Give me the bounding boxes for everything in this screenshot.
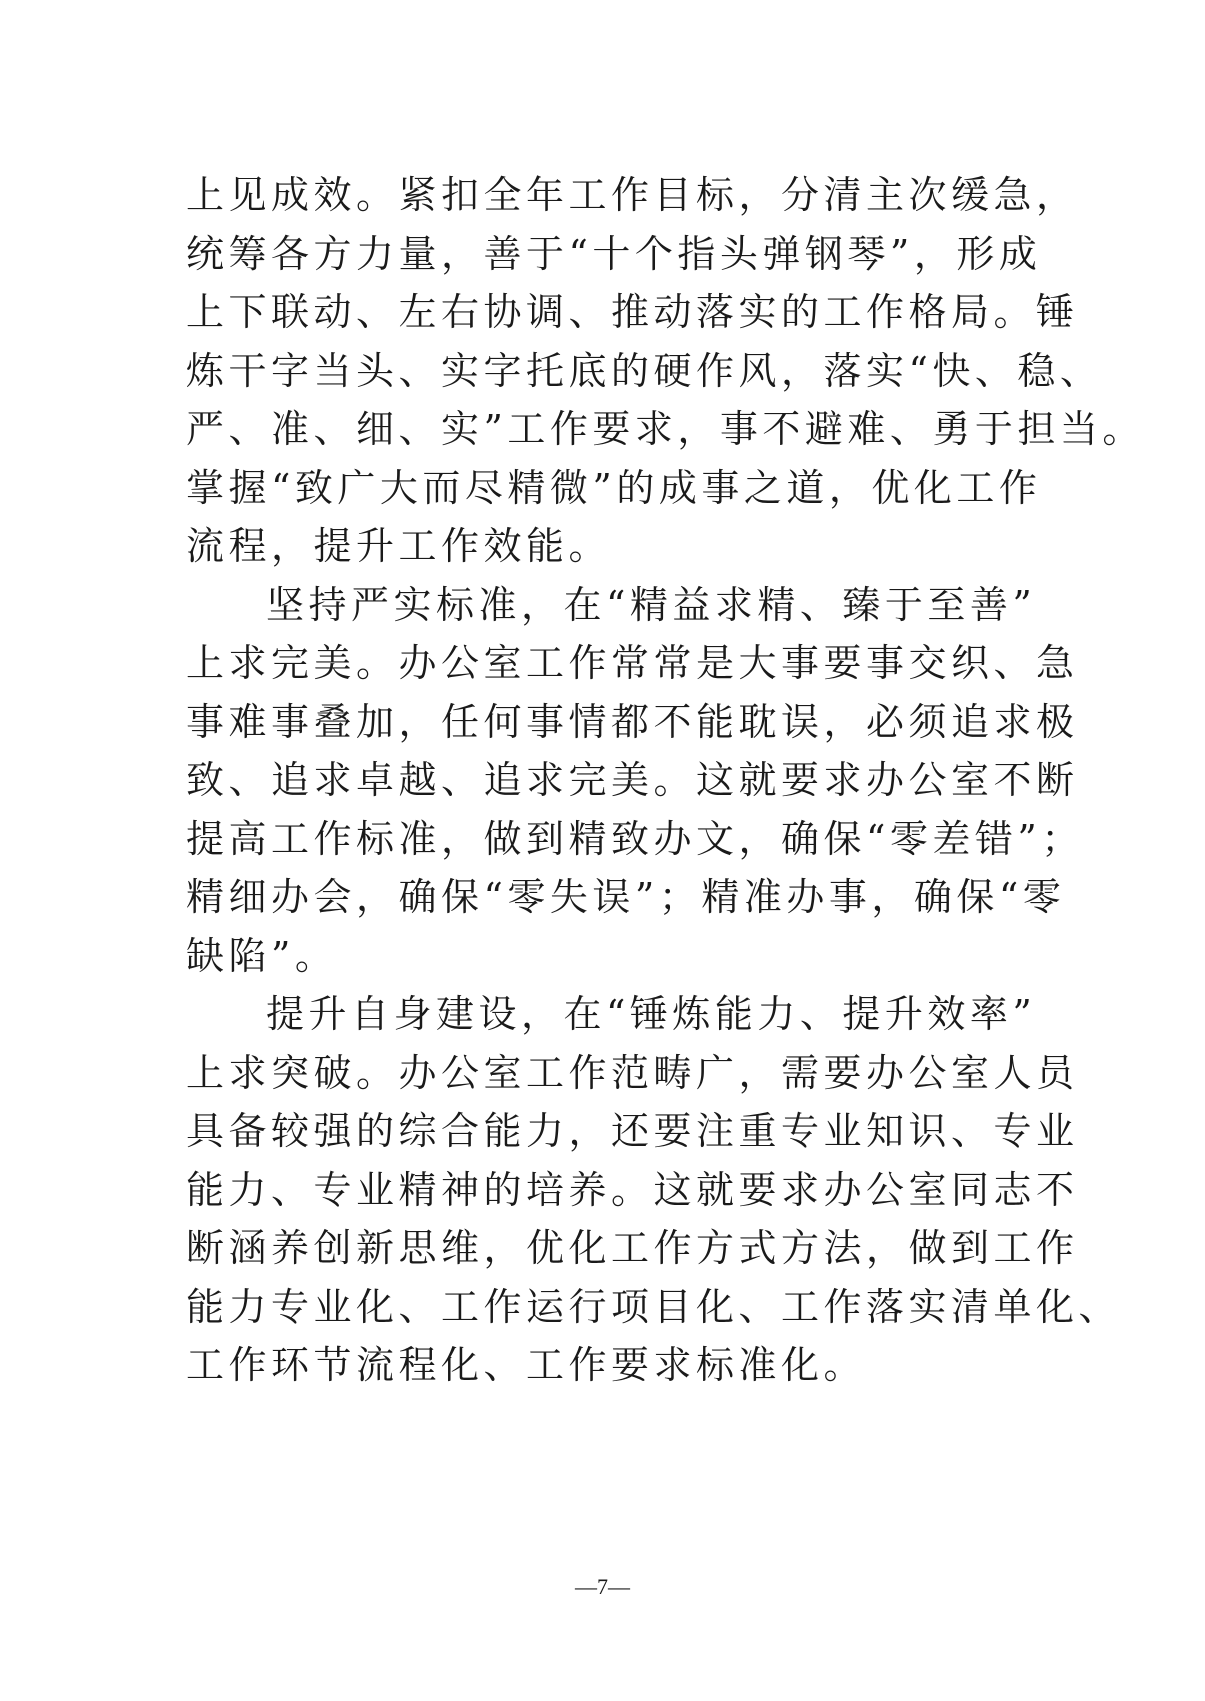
page-number: —7—	[575, 1574, 630, 1599]
body-text	[186, 166, 1145, 1395]
text-line-18: 能力、专业精神的培养。这就要求办公室同志不	[186, 1167, 1079, 1212]
text-line-19: 断涵养创新思维，优化工作方式方法，做到工作	[186, 1226, 1079, 1270]
text-line-20: 能力专业化、工作运行项目化、工作落实清单化、	[186, 1284, 1122, 1329]
text-line-21: 工作环节流程化、工作要求标准化。	[186, 1343, 867, 1387]
text-line-2: 统筹各方力量，善于“十个指头弹钢琴”，形成	[186, 231, 1042, 276]
text-line-16: 上求突破。办公室工作范畴广，需要办公室人员	[186, 1050, 1079, 1095]
text-line-8-paragraph-start: 坚持严实标准，在“精益求精、臻于至善”	[266, 582, 1037, 627]
text-line-17: 具备较强的综合能力，还要注重专业知识、专业	[186, 1109, 1079, 1153]
text-line-4: 炼干字当头、实字托底的硬作风，落实“快、稳、	[186, 348, 1103, 393]
text-line-15-paragraph-start: 提升自身建设，在“锤炼能力、提升效率”	[266, 992, 1037, 1036]
text-line-12: 提高工作标准，做到精致办文，确保“零差错”；	[186, 816, 1084, 861]
text-line-11: 致、追求卓越、追求完美。这就要求办公室不断	[186, 758, 1079, 802]
text-line-6: 掌握“致广大而尽精微”的成事之道，优化工作	[186, 465, 1042, 510]
text-line-1: 上见成效。紧扣全年工作目标，分清主次缓急，	[186, 173, 1079, 217]
text-line-9: 上求完美。办公室工作常常是大事要事交织、急	[186, 641, 1079, 685]
text-line-14: 缺陷”。	[186, 933, 338, 978]
text-line-3: 上下联动、左右协调、推动落实的工作格局。锤	[186, 290, 1079, 334]
text-line-7: 流程，提升工作效能。	[186, 524, 612, 568]
text-line-5: 严、准、细、实”工作要求，事不避难、勇于担当。	[186, 407, 1145, 451]
text-line-10: 事难事叠加，任何事情都不能耽误，必须追求极	[186, 699, 1079, 744]
text-line-13: 精细办会，确保“零失误”；精准办事，确保“零	[186, 875, 1066, 919]
